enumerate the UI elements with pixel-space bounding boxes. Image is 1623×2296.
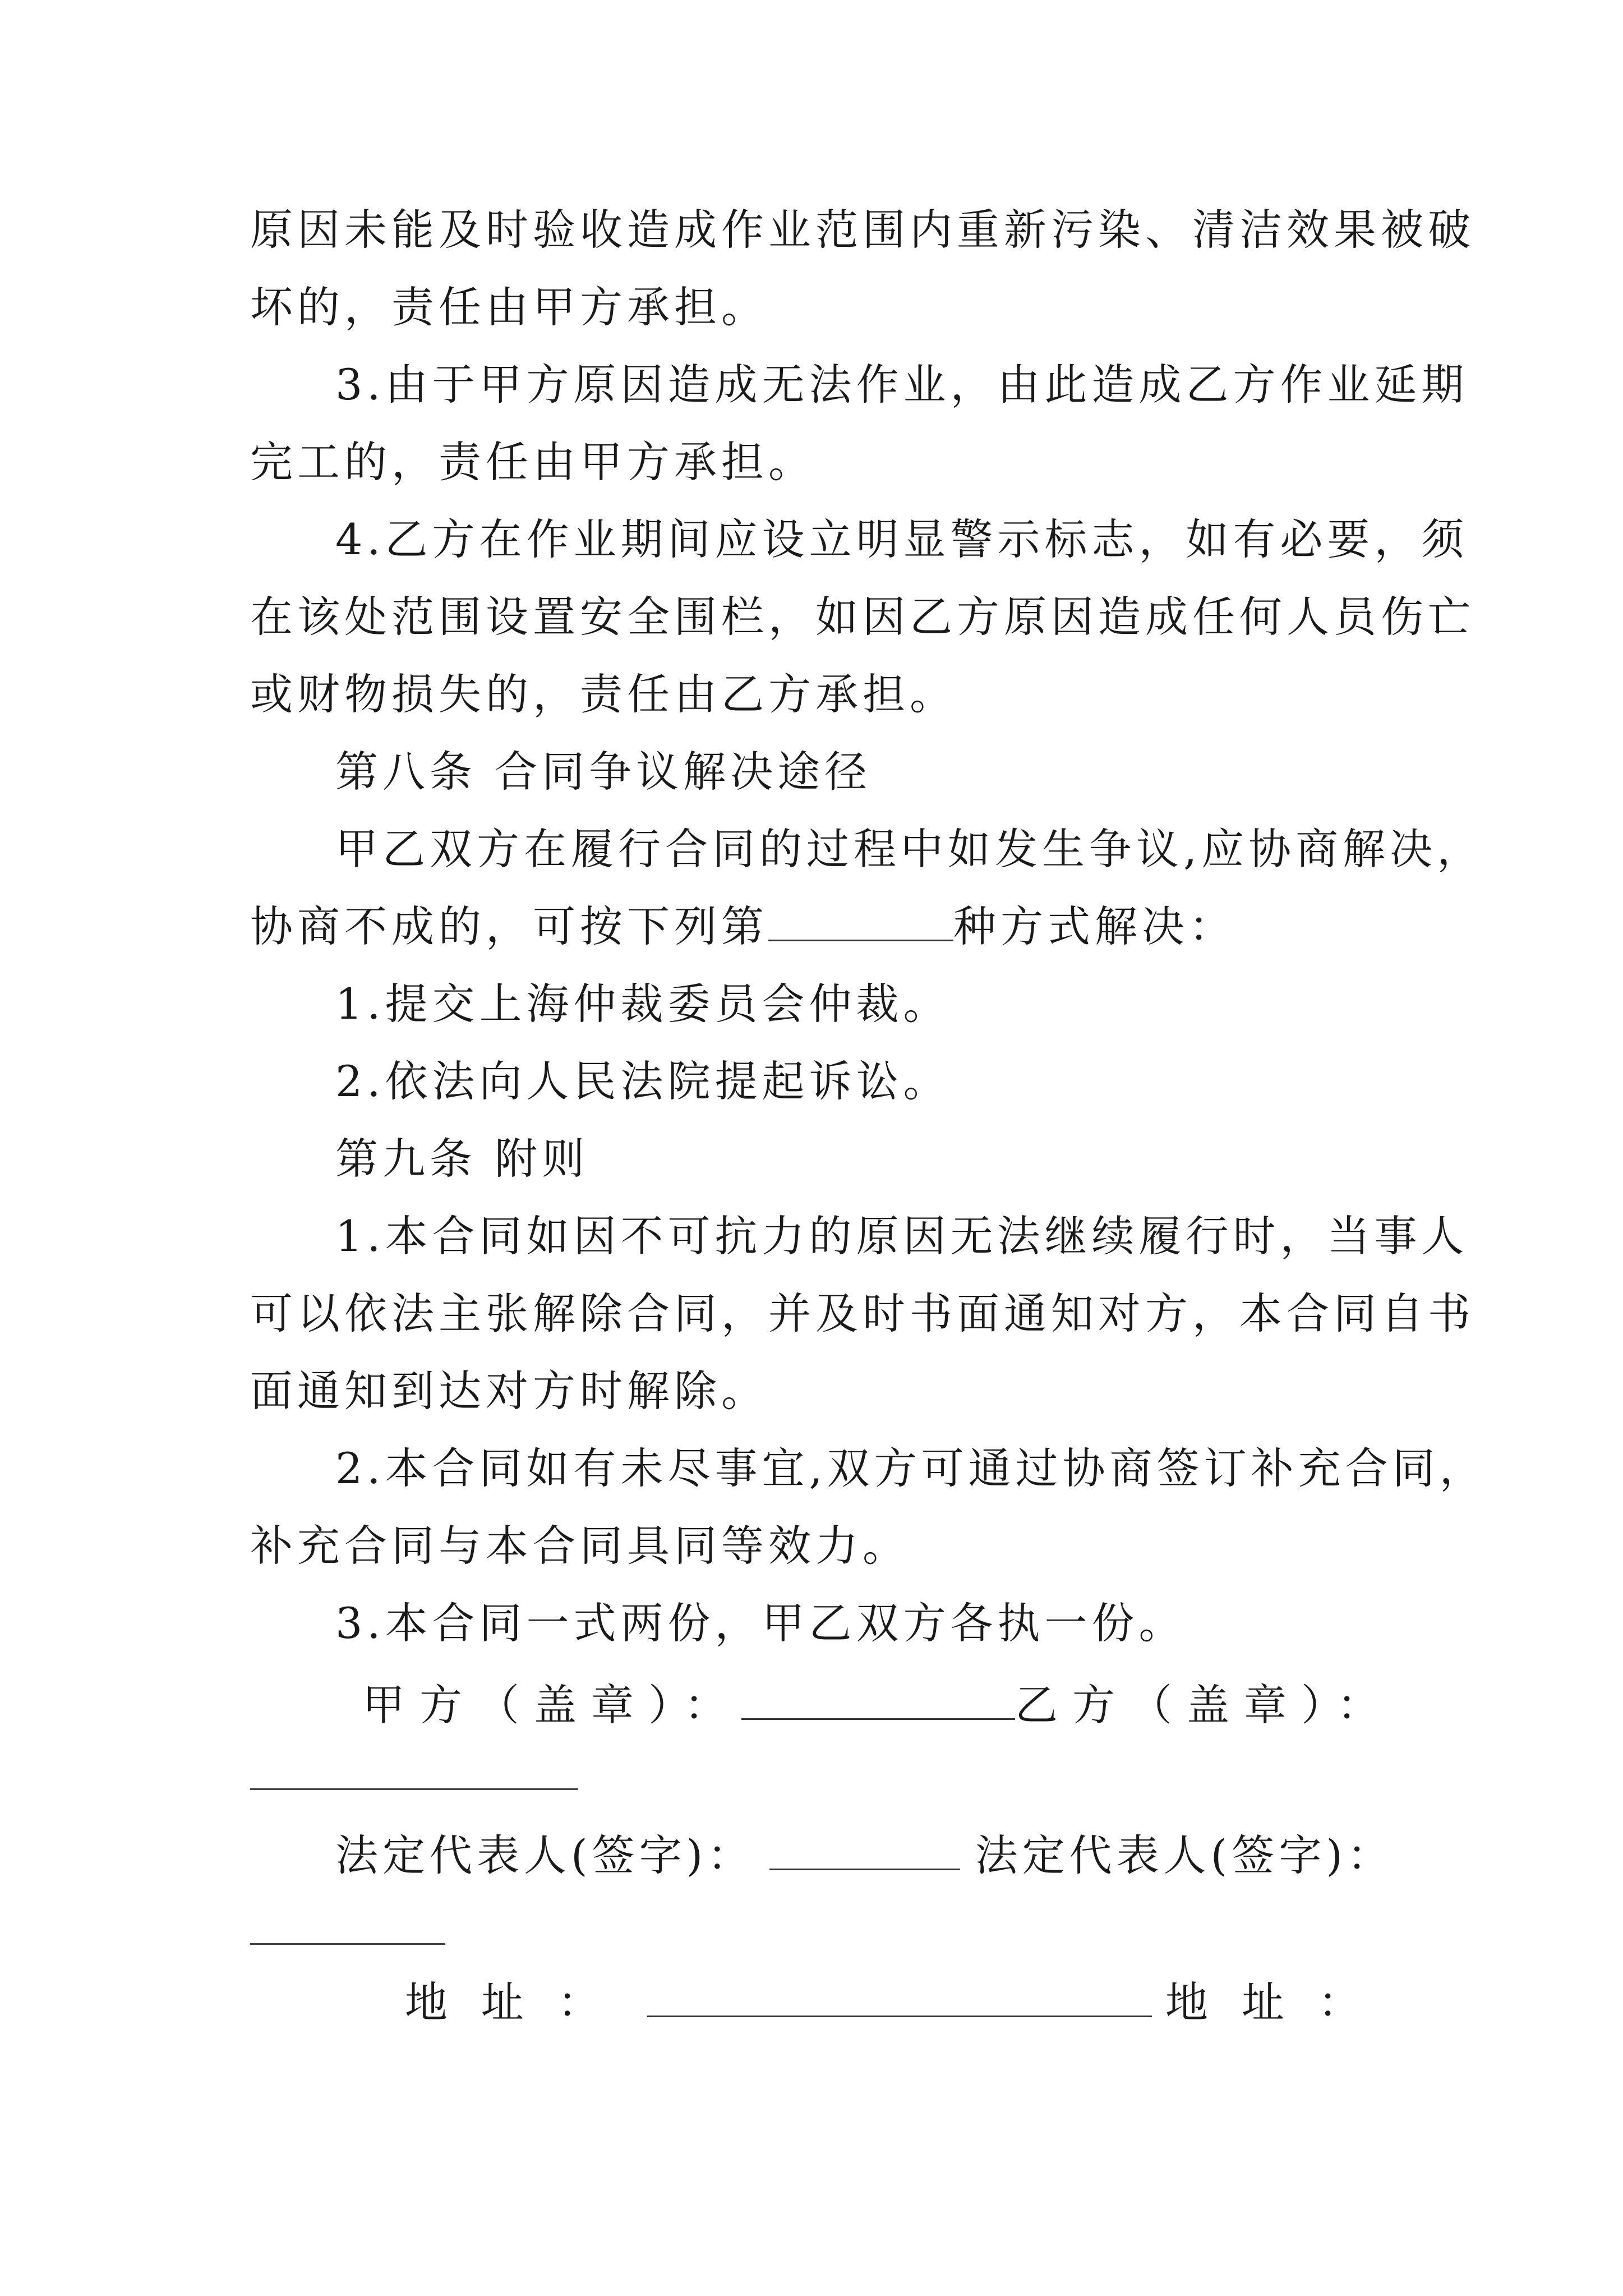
clause-9-item-3: 3.本合同一式两份，甲乙双方各执一份。 <box>335 1598 1186 1648</box>
clause-9-heading: 第九条 附则 <box>335 1134 589 1184</box>
seal-row <box>250 1677 1394 1733</box>
dispute-text-after: 种方式解决： <box>953 901 1236 951</box>
clause-7-item-4: 4.乙方在作业期间应设立明显警示标志，如有必要，须 <box>335 514 1469 564</box>
dispute-text-before: 协商不成的，可按下列第 <box>250 901 768 951</box>
clause-7-item-3: 3.由于甲方原因造成无法作业，由此造成乙方作业延期 <box>335 360 1469 409</box>
clause-8-option-1: 1.提交上海仲裁委员会仲裁。 <box>335 979 951 1029</box>
party-b-seal-blank[interactable] <box>250 1788 578 1790</box>
representative-line <box>250 1828 1394 1884</box>
paragraph-line: 完工的，责任由甲方承担。 <box>250 437 815 487</box>
method-number-blank[interactable] <box>768 900 953 941</box>
party-a-address-blank[interactable] <box>647 1976 1152 2017</box>
party-b-rep-label: 法定代表人(签字)： <box>975 1830 1394 1880</box>
paragraph-line: 面通知到达对方时解除。 <box>250 1366 768 1416</box>
party-b-address-label: 地址： <box>1165 1977 1394 2027</box>
paragraph-line: 或财物损失的，责任由乙方承担。 <box>250 669 957 719</box>
clause-9-item-2: 2.本合同如有未尽事宜,双方可通过协商签订补充合同， <box>335 1443 1487 1493</box>
party-a-rep-label: 法定代表人(签字)： <box>335 1830 755 1880</box>
party-b-seal-label: 乙方（盖章）： <box>1015 1680 1394 1730</box>
seal-line <box>250 1677 1394 1733</box>
address-line <box>250 1975 1394 2031</box>
party-a-address-label: 地址： <box>405 1977 634 2027</box>
party-a-seal-label: 甲方（盖章）： <box>362 1680 741 1730</box>
paragraph-line: 在该处范围设置安全围栏，如因乙方原因造成任何人员伤亡 <box>250 592 1475 642</box>
party-a-seal-blank[interactable] <box>741 1679 1015 1720</box>
party-a-rep-blank[interactable] <box>769 1829 960 1870</box>
clause-8-paragraph: 甲乙双方在履行合同的过程中如发生争议,应协商解决， <box>335 824 1484 874</box>
party-b-rep-blank[interactable] <box>250 1943 445 1945</box>
paragraph-line: 补充合同与本合同具同等效力。 <box>250 1521 910 1571</box>
clause-9-item-1: 1.本合同如因不可抗力的原因无法继续履行时，当事人 <box>335 1211 1469 1261</box>
dispute-method-line <box>250 899 1394 955</box>
address-row <box>250 1975 1394 2031</box>
paragraph-line: 原因未能及时验收造成作业范围内重新污染、清洁效果被破 <box>250 205 1475 255</box>
clause-8-heading: 第八条 合同争议解决途径 <box>335 747 872 797</box>
paragraph-line: 可以依法主张解除合同，并及时书面通知对方，本合同自书 <box>250 1289 1475 1338</box>
representative-row <box>250 1828 1394 1884</box>
clause-8-option-2: 2.依法向人民法院提起诉讼。 <box>335 1056 951 1106</box>
paragraph-line: 坏的，责任由甲方承担。 <box>250 282 768 332</box>
